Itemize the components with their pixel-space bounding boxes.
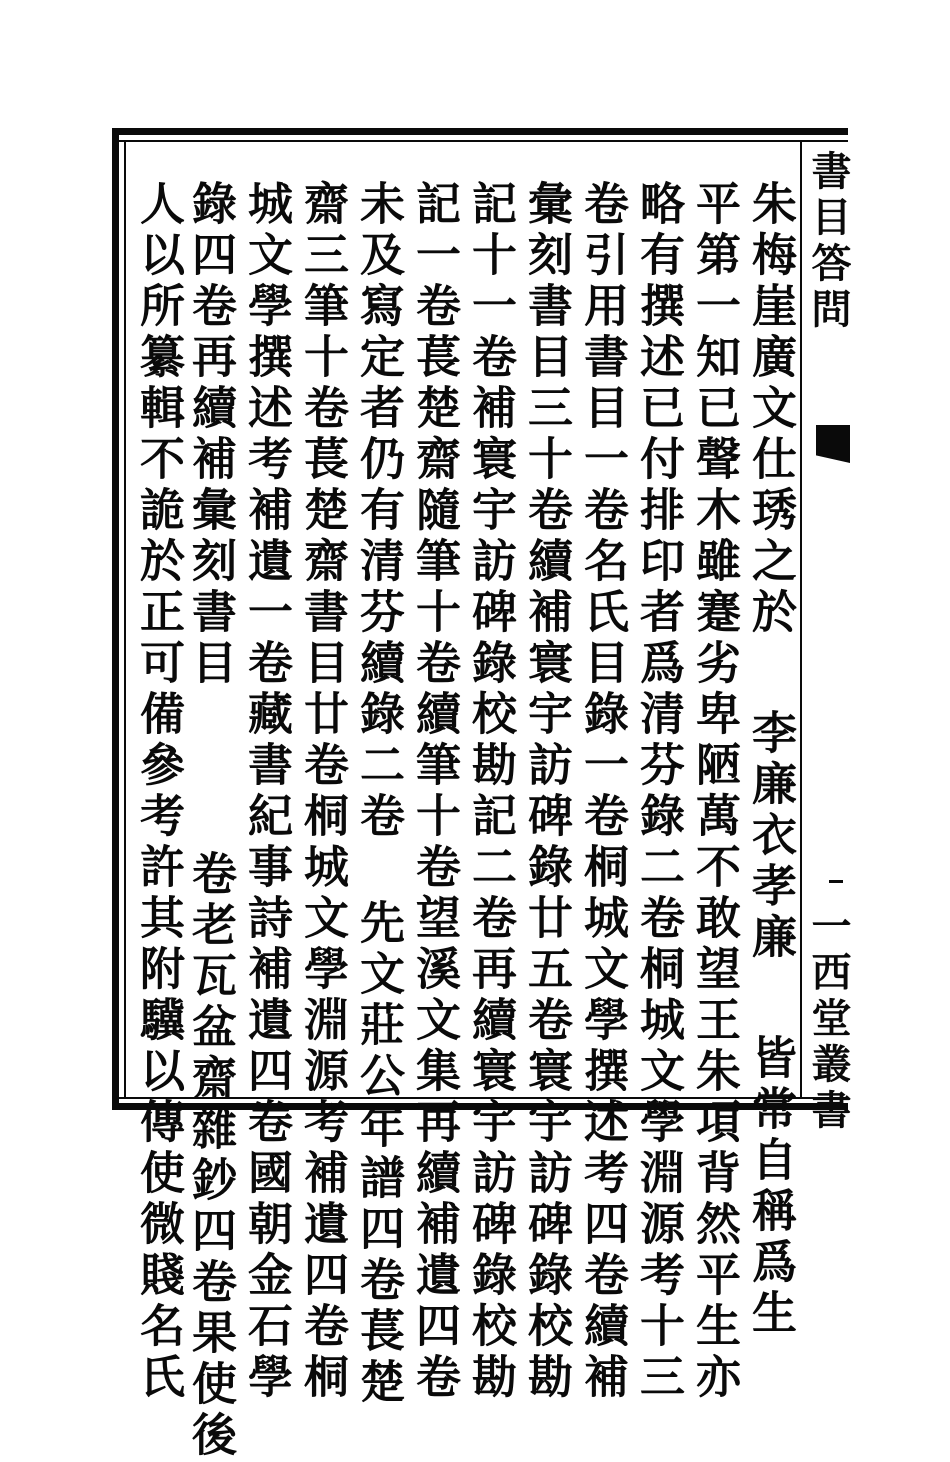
column-text: 人以所纂輯不詭於正可備參考許其附驥以傳使微賤名氏 [132, 180, 185, 1404]
top-border-thick [118, 128, 848, 135]
center-fold-label [806, 905, 850, 1135]
column-text: 略有撰述已付排印者爲清芬錄二卷桐城文學淵源考十三 [632, 180, 685, 1404]
column-text: 錄四卷再續補彙刻書目 [184, 180, 237, 690]
column-text: 記十一卷補寰宇訪碑錄校勘記二卷再續寰宇訪碑錄校勘 [464, 180, 517, 1404]
text-column-8 [350, 180, 406, 1409]
top-border-thin [118, 140, 848, 142]
column-text: 朱梅崖廣文仕琇之於 [744, 180, 797, 639]
text-column-5 [518, 180, 574, 1404]
center-fold-title: 書目答問 [805, 150, 852, 334]
text-column-7 [406, 180, 462, 1404]
column-tail: 卷老瓦盆齋雜鈔四卷果使後 [184, 850, 237, 1462]
text-column-2 [686, 180, 742, 1404]
column-text: 城文學撰述考補遺一卷藏書紀事詩補遺四卷國朝金石學 [240, 180, 293, 1404]
text-column-12 [130, 180, 186, 1404]
column-text: 齋三筆十卷萇楚齋書目廿卷桐城文學淵源考補遺四卷桐 [296, 180, 349, 1404]
column-text: 記一卷萇楚齋隨筆十卷續筆十卷望溪文集再續補遺四卷 [408, 180, 461, 1404]
text-column-3 [630, 180, 686, 1404]
column-text: 卷引用書目一卷名氏目錄一卷桐城文學撰述考四卷續補 [576, 180, 629, 1404]
center-fold-rule [800, 142, 802, 1097]
text-column-1 [742, 180, 798, 1340]
column-text: 彙刻書目三十卷續補寰宇訪碑錄廿五卷寰宇訪碑錄校勘 [520, 180, 573, 1404]
column-text: 平第一知已聲木雖蹇劣卑陋萬不敢望王朱項背然平生亦 [688, 180, 741, 1404]
column-tail: 李廉衣孝廉 [744, 709, 797, 964]
center-fold-series: 堂叢書 [805, 997, 852, 1135]
left-border-thin [124, 142, 126, 1097]
column-text: 未及寫定者仍有清芬續錄二卷 [352, 180, 405, 843]
text-column-4 [574, 180, 630, 1404]
column-tail-2: 皆常自稱爲生 [744, 1034, 797, 1340]
text-column-10 [238, 180, 294, 1404]
column-tail: 先文莊公年譜四卷萇楚 [352, 899, 405, 1409]
text-column-9 [294, 180, 350, 1404]
text-column-11 [182, 180, 238, 1462]
center-fold-dash [829, 880, 843, 883]
text-column-6 [462, 180, 518, 1404]
center-fold-sub: 一西 [805, 905, 852, 997]
fish-tail-mark [816, 425, 850, 463]
left-border-thick [112, 128, 119, 1110]
